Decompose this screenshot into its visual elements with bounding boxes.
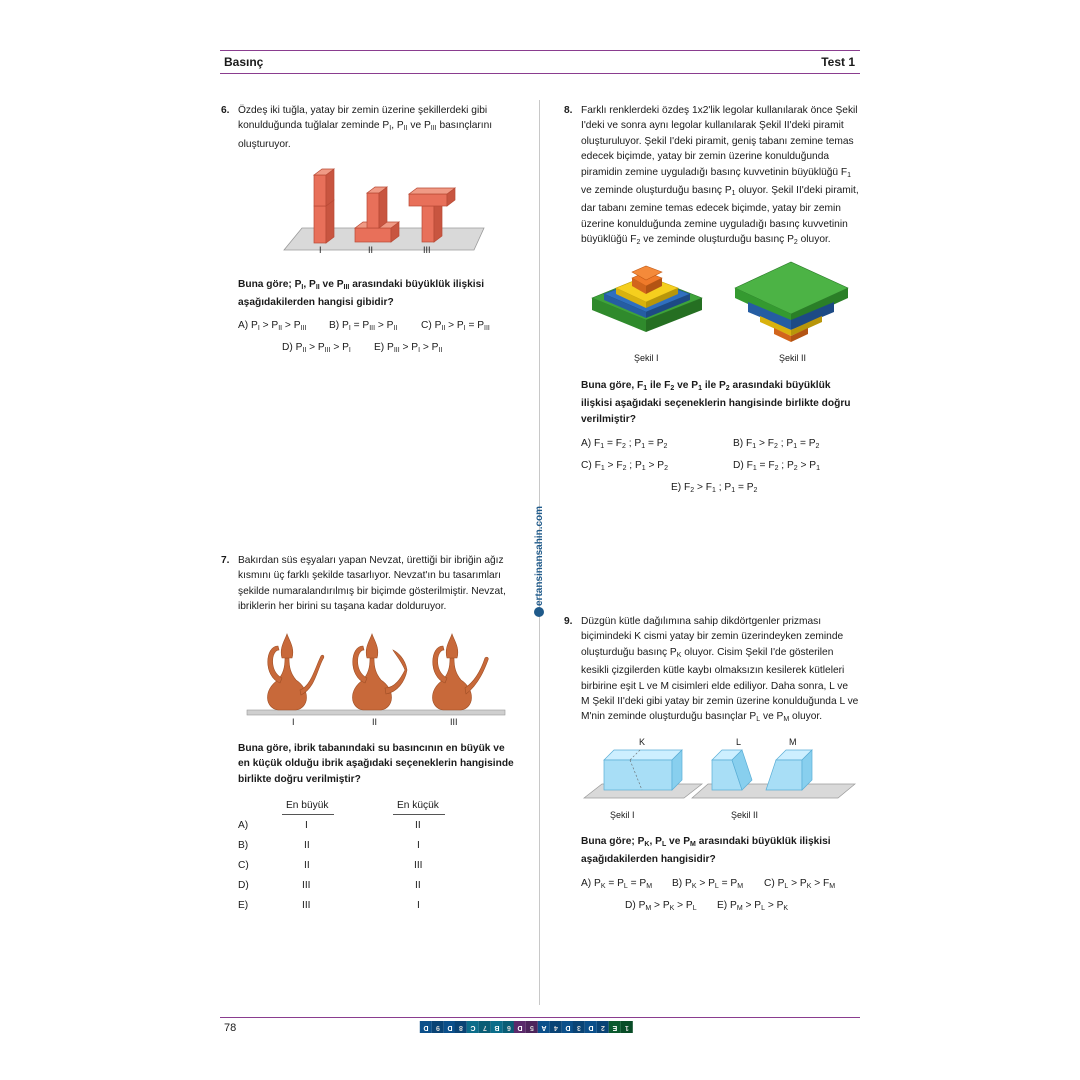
brick-stack-II	[355, 187, 399, 242]
shelf	[247, 710, 505, 715]
figure-label: III	[450, 717, 458, 727]
question-6-line: oluşturuyor.	[238, 138, 291, 150]
answer-key-letter: D	[514, 1021, 526, 1033]
header-underline	[393, 814, 445, 815]
lego-pyramid-1	[592, 266, 702, 332]
figure-label: II	[368, 245, 374, 255]
answer-key-letter: D	[420, 1021, 432, 1033]
answer-key-letter: D	[444, 1021, 456, 1033]
option-e[interactable]: E)	[238, 900, 249, 911]
figure-label: K	[639, 737, 646, 747]
jug-I	[267, 634, 323, 710]
prism-figures	[580, 740, 860, 805]
answer-key-number: 6	[503, 1021, 515, 1033]
table-cell: I	[417, 840, 420, 851]
table-cell: I	[305, 820, 308, 831]
table-cell: II	[304, 860, 310, 871]
figure-label: L	[736, 737, 742, 747]
table-cell: III	[302, 880, 311, 891]
question-7-number: 7.	[221, 555, 230, 566]
option-d[interactable]: D) $P_M > P_K > P_L$	[625, 900, 697, 912]
header-top-rule	[220, 50, 860, 51]
figure-label: II	[372, 717, 378, 727]
jug-II	[352, 634, 407, 710]
header-bottom-rule	[220, 73, 860, 74]
column-header-en-kucuk: En küçük	[397, 800, 439, 811]
figure-label: III	[423, 245, 431, 255]
table-cell: II	[415, 880, 421, 891]
question-7: 7. Bakırdan süs eşyaları yapan Nevzat, ürettiği bir ibriğin ağız kısmını üç farklı şekilde tasarlıyor. Nevzat'ın bu tasarımları şekilde numaralandırılmış bir biçimde gösterilmiştir. Nevzat, ibriklerin her birini su taşana kadar dolduruyor.	[221, 555, 506, 613]
figure-label: M	[789, 737, 797, 747]
option-e[interactable]: E) $P_M > P_L > P_K$	[717, 900, 789, 912]
table-cell: I	[417, 900, 420, 911]
table-cell: III	[414, 860, 423, 871]
question-6-line: Özdeş iki tuğla, yatay bir zemin üzerine şekillerdeki gibi	[238, 105, 488, 116]
answer-key-number: 4	[550, 1021, 562, 1033]
answer-key-letter: E	[609, 1021, 621, 1033]
footer-rule	[220, 1017, 860, 1018]
header-underline	[282, 814, 334, 815]
jug-III	[432, 634, 488, 710]
answer-key-letter: B	[491, 1021, 503, 1033]
figure-caption: Şekil II	[779, 353, 807, 363]
option-b[interactable]: B) $F_1 > F_2$ ; $P_1 = P_2$	[733, 438, 820, 450]
table-cell: II	[415, 820, 421, 831]
answer-key-letter: A	[538, 1021, 550, 1033]
option-a[interactable]: A) $P_K = P_L = P_M$	[581, 878, 653, 890]
prism-M	[766, 750, 812, 790]
option-b[interactable]: B) $P_K > P_L = P_M$	[672, 878, 744, 890]
question-8: 8. Farklı renklerdeki özdeş 1x2'lik legolar kullanılarak önce Şekil I'deki ve sonra aynı legolar kullanılarak Şekil II'deki piramit oluşturuluyor. Şekil I'deki piramit, geniş tabanı zemine temas edecek biçimde, yatay bir zemin üzerine konulduğunda piramidin zemine uyguladığı basınç kuvvetinin büyüklüğü $F_1$ ve zeminde oluşturduğu basınç $P_1$ oluyor. Şekil II'deki piramit, dar tabanı zemine temas edecek biçimde, yatay bir zemin üzerine konulduğunda zemine uyguladığı basınç kuvvetinin büyüklüğü $F_2$ ve zeminde oluşturduğu basınç $P_2$ oluyor.	[564, 105, 859, 247]
option-d[interactable]: D) $F_1 = F_2$ ; $P_2 > P_1$	[733, 460, 820, 472]
option-a[interactable]: A) $F_1 = F_2$ ; $P_1 = P_2$	[581, 438, 668, 450]
option-e[interactable]: E) $F_2 > F_1$ ; $P_1 = P_2$	[671, 482, 758, 494]
page-title: Basınç	[224, 55, 264, 69]
question-6-number: 6.	[221, 105, 230, 116]
option-b[interactable]: B) $P_I = P_{III} > P_{II}$	[329, 320, 398, 332]
lego-figures	[588, 258, 858, 348]
table-cell: III	[302, 900, 311, 911]
answer-key-number: 1	[621, 1021, 633, 1033]
lego-pyramid-2	[735, 262, 848, 342]
question-9: 9. Düzgün kütle dağılımına sahip dikdörtgenler prizması biçimindeki K cismi yatay bir zemin üzerindeyken zeminde oluşturduğu basınç $P_K$ oluyor. Cisim Şekil I'de gösterilen kesikli çizgilerden kütle kaybı olmaksızın kesilerek kütleleri birbirine eşit L ve M cisimleri elde ediliyor. Daha sonra, L ve M Şekil II'deki gibi yatay bir zemin üzerine konulduğunda L ve M'nin zeminde oluşturduğu basınçlar $P_L$ ve $P_M$ oluyor.	[564, 616, 859, 724]
prism-L	[712, 750, 752, 790]
answer-key-number: 7	[479, 1021, 491, 1033]
question-6-prompt: Buna göre; $P_I$, $P_{II}$ ve $P_{III}$ arasındaki büyüklük ilişkisi aşağıdakilerden hangisi gibidir?	[238, 279, 485, 309]
answer-key-number: 5	[526, 1021, 538, 1033]
option-e[interactable]: E) $P_{III} > P_I > P_{II}$	[374, 342, 443, 354]
prism-K	[604, 750, 682, 790]
brick-stack-I	[314, 169, 334, 243]
figure-caption: Şekil I	[634, 353, 659, 363]
figure-label: I	[292, 717, 295, 727]
figure-label: I	[319, 245, 322, 255]
bricks-figure	[262, 160, 487, 260]
answer-key-letter: D	[585, 1021, 597, 1033]
question-7-prompt: Buna göre, ibrik tabanındaki su basıncının en büyük ve en küçük olduğu ibrik aşağıdaki seçeneklerin hangisinde birlikte doğru verilmiştir?	[238, 743, 514, 785]
answer-key-strip	[420, 1021, 632, 1033]
question-9-number: 9.	[564, 616, 573, 627]
question-8-prompt: Buna göre, $F_1$ ile $F_2$ ve $P_1$ ile $P_2$ arasındaki büyüklük ilişkisi aşağıdaki seçeneklerin hangisinde birlikte doğru verilmiştir?	[581, 380, 851, 425]
question-8-number: 8.	[564, 105, 573, 116]
question-6	[221, 103, 528, 152]
answer-key-number: 8	[455, 1021, 467, 1033]
option-c[interactable]: C) $F_1 > F_2$ ; $P_1 > P_2$	[581, 460, 668, 472]
test-label: Test 1	[821, 55, 855, 69]
table-cell: II	[304, 840, 310, 851]
page-number: 78	[224, 1022, 237, 1034]
option-c[interactable]: C) $P_{II} > P_I = P_{III}$	[421, 320, 490, 332]
site-url: ertansinansahin.com	[534, 505, 545, 606]
option-c[interactable]: C)	[238, 860, 249, 871]
option-a[interactable]: A) $P_I > P_{II} > P_{III}$	[238, 320, 307, 332]
answer-key-number: 9	[432, 1021, 444, 1033]
question-6-line: konulduğunda tuğlalar zeminde $P_I$, $P_{II}$ ve $P_{III}$ basınçlarını	[238, 120, 493, 133]
site-watermark	[531, 488, 547, 618]
answer-key-number: 3	[573, 1021, 585, 1033]
option-d[interactable]: D) $P_{II} > P_{III} > P_I$	[282, 342, 351, 354]
option-a[interactable]: A)	[238, 820, 249, 831]
site-logo-icon	[534, 607, 544, 617]
option-c[interactable]: C) $P_L > P_K > F_M$	[764, 878, 836, 890]
option-b[interactable]: B)	[238, 840, 249, 851]
column-header-en-buyuk: En büyük	[286, 800, 329, 811]
option-d[interactable]: D)	[238, 880, 249, 891]
figure-caption: Şekil I	[610, 810, 635, 820]
answer-key-number: 2	[597, 1021, 609, 1033]
figure-caption: Şekil II	[731, 810, 759, 820]
jugs-figure	[245, 628, 507, 720]
question-9-prompt: Buna göre; $P_K$, $P_L$ ve $P_M$ arasındaki büyüklük ilişkisi aşağıdakilerden hangisidir?	[581, 836, 831, 866]
answer-key-letter: D	[562, 1021, 574, 1033]
answer-key-letter: C	[467, 1021, 479, 1033]
